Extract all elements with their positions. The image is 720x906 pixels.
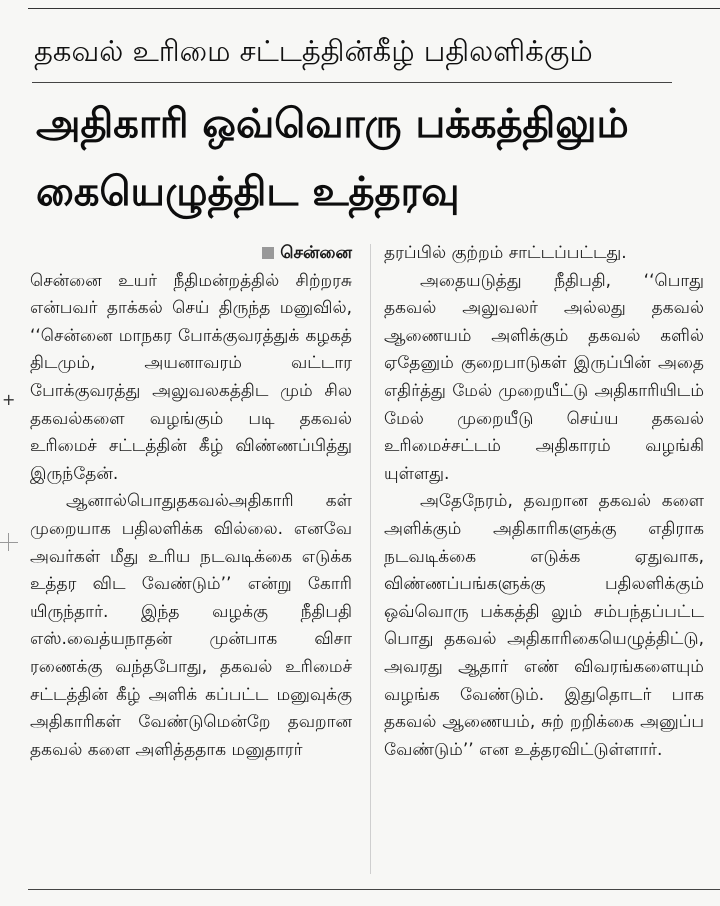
paragraph: அதேநேரம், தவறான தகவல் களை அளிக்கும் அதிகாரிகளுக்கு எதிராக நடவடிக்கை எடுக்க ஏதுவாக, விண்ணப்பங்களுக்கு பதிலளிக்கும் ஒவ்வொரு பக்கத்தி லும் சம்பந்தப்பட்ட பொது தகவல் அதிகாரிகையெழுத்திட்டு, அவரது ஆதார் எண் விவரங்களையும் வழங்க வேண்டும். இதுதொடர் பாக தகவல் ஆணையம், சுற் றறிக்கை அனுப்ப வேண்டும்’’ என உத்தரவிட்டுள்ளார். [384,491,704,760]
kicker-headline: தகவல் உரிமை சட்டத்தின்கீழ் பதிலளிக்கும் [34,34,593,68]
plus-mark-icon: + [2,390,16,409]
article-column-left [30,240,352,764]
dateline-square-icon [262,247,274,259]
paragraph: சென்னை உயர் நீதிமன்றத்தில் சிற்றரசு என்பவர் தாக்கல் செய் திருந்த மனுவில், ‘‘சென்னை மாநகர போக்குவரத்துக் கழகத் திடமும், அயனாவரம் வட்டார போக்குவரத்து அலுவலகத்திட மும் சில தகவல்களை வழங்கும் படி தகவல் உரிமைச் சட்டத்தின் கீழ் விண்ணப்பித்து இருந்தேன். [30,270,352,484]
column-divider [370,244,371,874]
paragraph: தரப்பில் குற்றம் சாட்டப்பட்டது. [384,243,627,263]
headline-line-1: அதிகாரி ஒவ்வொரு பக்கத்திலும் [36,101,629,147]
paragraph: அதையடுத்து நீதிபதி, ‘‘பொது தகவல் அலுவலர் அல்லது தகவல் ஆணையம் அளிக்கும் தகவல் களில் ஏதேனும் குறைபாடுகள் இருப்பின் அதை எதிர்த்து மேல் முறையீட்டு அதிகாரியிடம் மேல் முறையீடு செய்ய தகவல் உரிமைச்சட்டம் அதிகாரம் வழங்கி யுள்ளது. [384,270,704,484]
top-rule [28,8,720,9]
article-column-right [384,240,704,764]
kicker-underline [32,82,672,83]
bottom-rule [28,889,720,890]
dateline-city: சென்னை [280,243,352,263]
registration-cross-icon [0,533,18,551]
headline-line-2: கையெழுத்திட உத்தரவு [36,169,460,215]
dateline [30,240,352,268]
paragraph: ஆனால்பொதுதகவல்அதிகாரி கள் முறையாக பதிலளிக்க வில்லை. எனவே அவர்கள் மீது உரிய நடவடிக்கை எடுக்க உத்தர விட வேண்டும்’’ என்று கோரி யிருந்தார். இந்த வழக்கு நீதிபதி எஸ்.வைத்யநாதன் முன்பாக விசா ரணைக்கு வந்தபோது, தகவல் உரிமைச் சட்டத்தின் கீழ் அளிக் கப்பட்ட மனுவுக்கு அதிகாரிகள் வேண்டுமென்றே தவறான தகவல் களை அளித்ததாக மனுதாரர் [30,491,352,760]
main-headline [36,90,696,226]
